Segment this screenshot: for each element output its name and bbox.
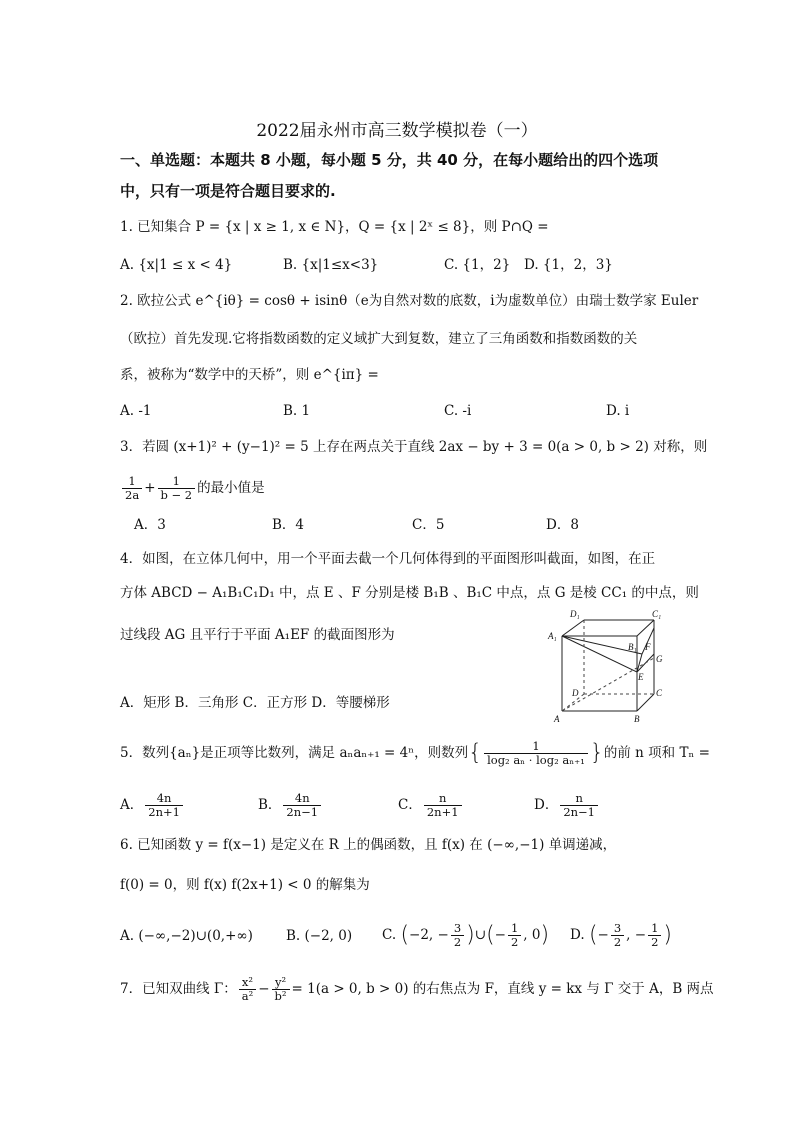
label-d1: D₁	[570, 609, 580, 619]
q4-options: A．矩形 B．三角形 C．正方形 D．等腰梯形	[120, 695, 390, 711]
q5-option-b: B． $\frac{4n}{2n-1}$	[258, 790, 323, 820]
q5-option-d: D． $\frac{n}{2n-1}$	[534, 790, 600, 820]
page-title: 2022届永州市高三数学模拟卷（一）	[256, 121, 538, 141]
q3-option-a: A．3	[134, 517, 166, 533]
label-c: C	[656, 688, 663, 698]
q6-option-b: B. (−2, 0)	[286, 928, 353, 944]
q1-option-b: B. {x|1≤x<3}	[283, 257, 379, 273]
question-2-line3: 系，被称为“数学中的天桥”，则 e^{iπ} =	[120, 367, 379, 383]
question-4-line3: 过线段 AG 且平行于平面 A₁EF 的截面图形为	[120, 627, 395, 643]
q1-option-a: A. {x|1 ≤ x < 4}	[120, 257, 233, 273]
q2-option-d: D. i	[606, 403, 630, 419]
q5-option-c: C． $\frac{n}{2n+1}$	[398, 790, 464, 820]
q2-option-c: C. -i	[444, 403, 472, 419]
label-a: A	[554, 714, 560, 724]
label-a1: A₁	[548, 631, 557, 641]
fraction: $\frac{1}{b - 2}$	[158, 475, 196, 502]
q5-option-a: A． $\frac{4n}{2n+1}$	[120, 790, 185, 820]
label-g: G	[656, 654, 663, 664]
q2-option-b: B. 1	[283, 403, 311, 419]
question-3-line2: $\frac{1}{2a}$ + $\frac{1}{b - 2}$ 的最小值是	[120, 470, 265, 506]
q3-option-c: C．5	[412, 517, 445, 533]
question-6-line2: f(0) = 0，则 f(x) f(2x+1) < 0 的解集为	[120, 877, 370, 893]
section-heading-line1: 一、单选题：本题共 8 小题，每小题 5 分，共 40 分，在每小题给出的四个选项	[120, 151, 659, 169]
q2-option-a: A. -1	[120, 403, 152, 419]
fraction: $\frac{1}{2a}$	[122, 475, 142, 502]
question-4-line2: 方体 ABCD − A₁B₁C₁D₁ 中，点 E 、F 分别是楼 B₁B 、B₁C 中点，点 G 是棱 CC₁ 的中点，则	[120, 585, 699, 601]
question-2-line1: 2. 欧拉公式 e^{iθ} = cosθ + isinθ（e为自然对数的底数，i为虚数单位）由瑞士数学家 Euler	[120, 293, 699, 309]
q3-option-d: D．8	[546, 517, 579, 533]
question-7-line1: 7．已知双曲线 Γ： $\frac{\text{x²}}{\text{a²}}$ − $\frac{\text{y²}}{\text{b²}}$ = 1(a > 0, b > 0) 的右焦点为 F，直线 y = kx 与 Γ 交于 A，B 两点	[120, 975, 714, 1003]
label-b1: B₁	[628, 642, 637, 652]
cube-figure	[542, 606, 664, 724]
q1-option-c: C. {1，2}	[444, 257, 511, 273]
question-4-line1: 4．如图，在立体几何中，用一个平面去截一个几何体得到的平面图形叫截面，如图，在正	[120, 551, 656, 567]
question-5-line1: 5．数列{aₙ}是正项等比数列，满足 aₙaₙ₊₁ = 4ⁿ，则数列{ $\frac{1}{\text{log₂ aₙ · log₂ aₙ₊₁}}$ }的前 n 项和 Tₙ =	[120, 739, 710, 767]
q6-option-d: D. (− $\frac{3}{2}$ , − $\frac{1}{2}$ )	[570, 921, 672, 949]
label-c1: C₁	[652, 609, 662, 619]
label-d: D	[572, 688, 579, 698]
q1-option-d: D. {1，2，3}	[524, 257, 613, 273]
label-b: B	[634, 714, 640, 724]
q6-option-c: C. (−2, − $\frac{3}{2}$ )∪(− $\frac{1}{2}$ , 0)	[382, 921, 550, 949]
question-3-line1: 3．若圆 (x+1)² + (y−1)² = 5 上存在两点关于直线 2ax − by + 3 = 0(a > 0, b > 2) 对称，则	[120, 439, 708, 455]
question-1-text: 1. 已知集合 P = {x | x ≥ 1, x ∈ N}，Q = {x | 2ˣ ≤ 8}，则 P∩Q =	[120, 219, 549, 235]
question-2-line2: （欧拉）首先发现.它将指数函数的定义域扩大到复数，建立了三角函数和指数函数的关	[120, 331, 638, 347]
fraction: $\frac{1}{\text{log₂ aₙ · log₂ aₙ₊₁}}$	[484, 740, 588, 767]
section-heading-line2: 中，只有一项是符合题目要求的.	[120, 182, 336, 200]
label-f: F	[645, 642, 651, 652]
question-6-line1: 6. 已知函数 y = f(x−1) 是定义在 R 上的偶函数，且 f(x) 在 (−∞,−1) 单调递减，	[120, 837, 617, 853]
label-e: E	[638, 672, 644, 682]
q6-option-a: A. (−∞,−2)∪(0,+∞)	[120, 928, 253, 944]
q3-option-b: B．4	[272, 517, 305, 533]
